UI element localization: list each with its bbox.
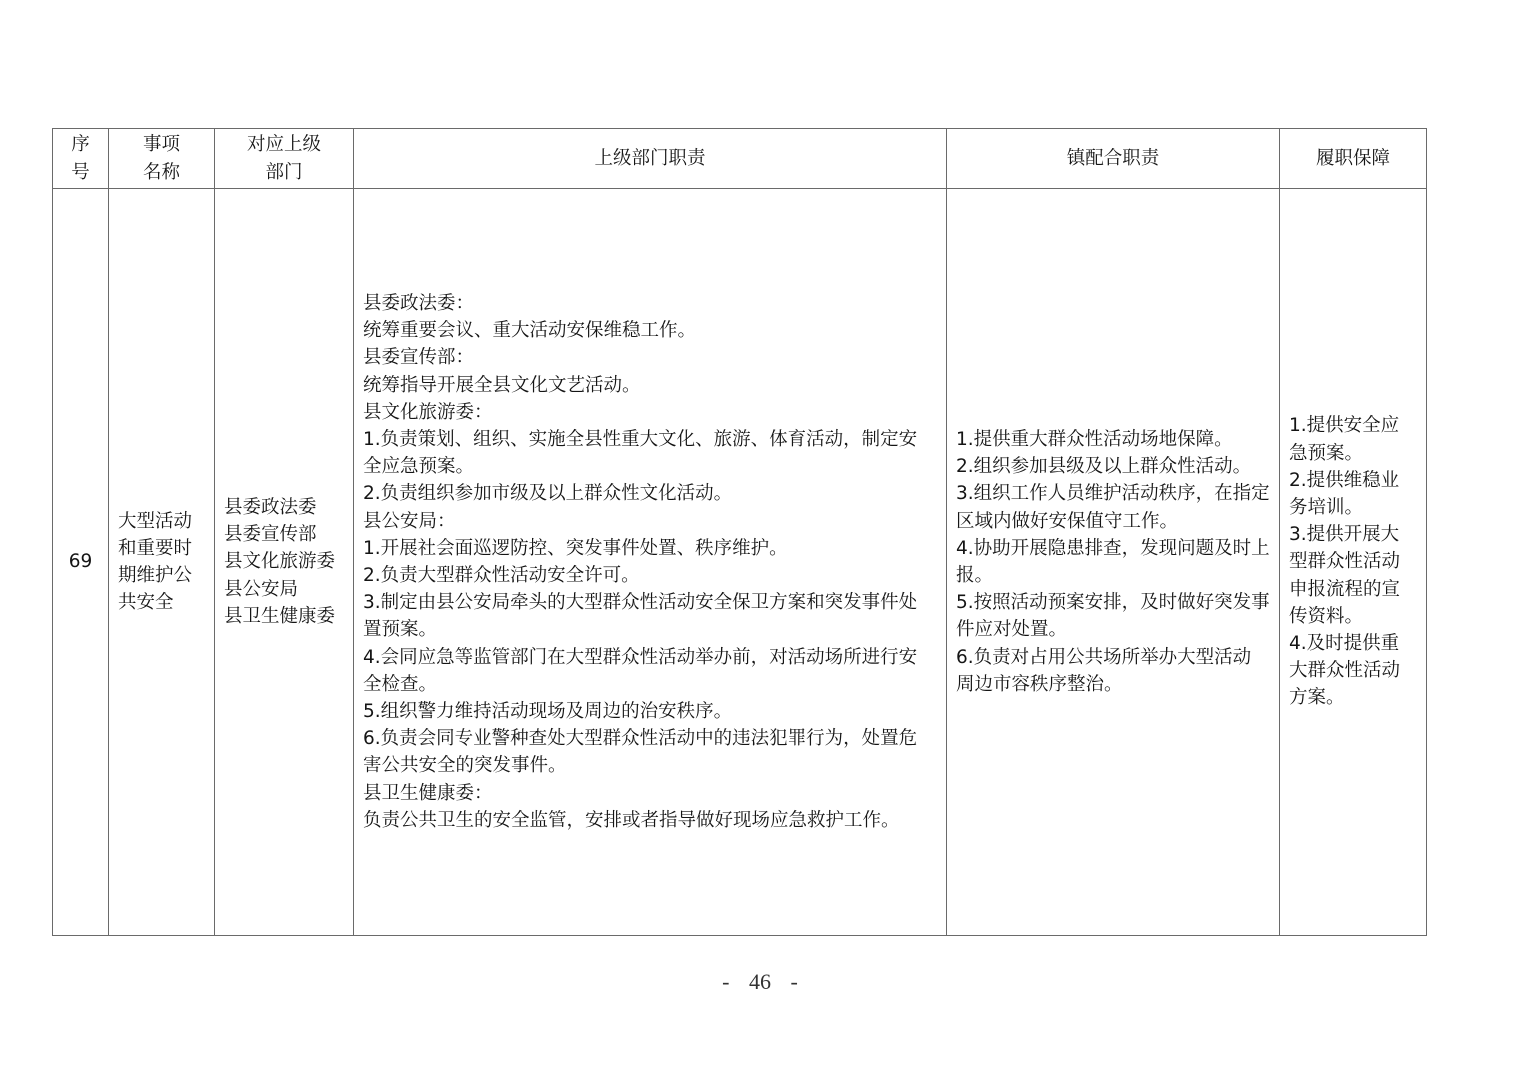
town-duty-line: 3.组织工作人员维护活动秩序，在指定: [956, 483, 1270, 505]
header-cell-superior-duties: 上级部门职责: [354, 129, 947, 189]
town-duty-line: 2.组织参加县级及以上群众性活动。: [956, 456, 1252, 478]
item-name-line: 和重要时: [118, 537, 193, 559]
superior-duty-line: 6.负责会同专业警种查处大型群众性活动中的违法犯罪行为，处置危: [363, 728, 918, 750]
superior-duty-line: 全检查。: [363, 673, 438, 695]
page-number: - 46 -: [722, 969, 798, 994]
table-row: [53, 189, 1427, 936]
town-duty-line: 4.协助开展隐患排查，发现问题及时上: [956, 537, 1270, 559]
guarantee-line: 方案。: [1289, 687, 1345, 709]
superior-duty-line: 统筹重要会议、重大活动安保维稳工作。: [363, 320, 697, 342]
superior-duty-line: 县委宣传部：: [363, 347, 475, 369]
item-name-line: 共安全: [118, 592, 174, 614]
department-line: 县文化旅游委: [224, 551, 336, 573]
superior-duty-line: 4.会同应急等监管部门在大型群众性活动举办前，对活动场所进行安: [363, 646, 918, 668]
header-cell-item-name: [109, 129, 215, 189]
header-cell-town-duties: 镇配合职责: [947, 129, 1280, 189]
department-line: 县卫生健康委: [224, 605, 336, 627]
superior-duty-line: 县委政法委：: [363, 292, 475, 314]
cell-seq: 69: [53, 189, 109, 936]
superior-duty-line: 2.负责组织参加市级及以上群众性文化活动。: [363, 483, 733, 505]
superior-duty-line: 县卫生健康委：: [363, 782, 493, 804]
town-duty-line: 区域内做好安保值守工作。: [956, 510, 1179, 532]
superior-duty-line: 统筹指导开展全县文化文艺活动。: [363, 374, 641, 396]
town-duty-line: 报。: [956, 565, 994, 586]
town-duty-line: 5.按照活动预案安排，及时做好突发事: [956, 592, 1270, 614]
header-seq-line: 序: [71, 134, 90, 156]
superior-duty-line: 1.负责策划、组织、实施全县性重大文化、旅游、体育活动，制定安: [363, 428, 918, 450]
superior-duty-line: 3.制定由县公安局牵头的大型群众性活动安全保卫方案和突发事件处: [363, 592, 918, 614]
item-name-line: 期维护公: [118, 565, 193, 586]
header-department-line: 部门: [265, 161, 303, 183]
superior-duty-line: 置预案。: [363, 619, 438, 641]
guarantee-line: 4.及时提供重: [1289, 633, 1400, 654]
superior-duty-line: 县公安局：: [363, 510, 456, 532]
header-seq-line: 号: [71, 161, 90, 183]
guarantee-line: 1.提供安全应: [1289, 415, 1400, 437]
cell-departments: [215, 189, 354, 936]
header-item-name-line: 事项: [142, 134, 180, 156]
guarantee-line: 3.提供开展大: [1289, 524, 1400, 546]
item-name-line: 大型活动: [118, 510, 193, 532]
header-cell-department: [215, 129, 354, 189]
department-line: 县公安局: [224, 578, 299, 600]
superior-duty-line: 县文化旅游委：: [363, 401, 493, 423]
superior-duty-line: 2.负责大型群众性活动安全许可。: [363, 565, 640, 586]
table-header-row: [53, 129, 1427, 189]
cell-item-name: [109, 189, 215, 936]
guarantee-line: 急预案。: [1289, 442, 1364, 464]
guarantee-line: 型群众性活动: [1289, 551, 1401, 573]
guarantee-line: 2.提供维稳业: [1289, 469, 1400, 491]
guarantee-line: 大群众性活动: [1289, 660, 1401, 682]
header-cell-guarantee: 履职保障: [1280, 129, 1427, 189]
town-duty-line: 件应对处置。: [956, 619, 1068, 641]
department-line: 县委政法委: [224, 496, 317, 518]
header-cell-seq: [53, 129, 109, 189]
town-duty-line: 1.提供重大群众性活动场地保障。: [956, 428, 1233, 450]
cell-town-duties: [947, 189, 1280, 936]
guarantee-line: 务培训。: [1289, 496, 1364, 518]
department-line: 县委宣传部: [224, 524, 317, 546]
header-item-name-line: 名称: [142, 161, 180, 183]
superior-duty-line: 1.开展社会面巡逻防控、突发事件处置、秩序维护。: [363, 537, 788, 559]
town-duty-line: 周边市容秩序整治。: [956, 673, 1123, 695]
superior-duty-line: 5.组织警力维持活动现场及周边的治安秩序。: [363, 701, 733, 723]
superior-duty-line: 全应急预案。: [363, 456, 475, 478]
cell-guarantee: [1280, 189, 1427, 936]
duty-table: [52, 128, 1427, 936]
cell-superior-duties: [354, 189, 947, 936]
superior-duty-line: 害公共安全的突发事件。: [363, 755, 567, 777]
guarantee-line: 申报流程的宣: [1289, 578, 1401, 600]
town-duty-line: 6.负责对占用公共场所举办大型活动: [956, 646, 1252, 668]
guarantee-line: 传资料。: [1289, 605, 1364, 627]
header-department-line: 对应上级: [246, 134, 321, 156]
superior-duty-line: 负责公共卫生的安全监管，安排或者指导做好现场应急救护工作。: [363, 809, 900, 831]
